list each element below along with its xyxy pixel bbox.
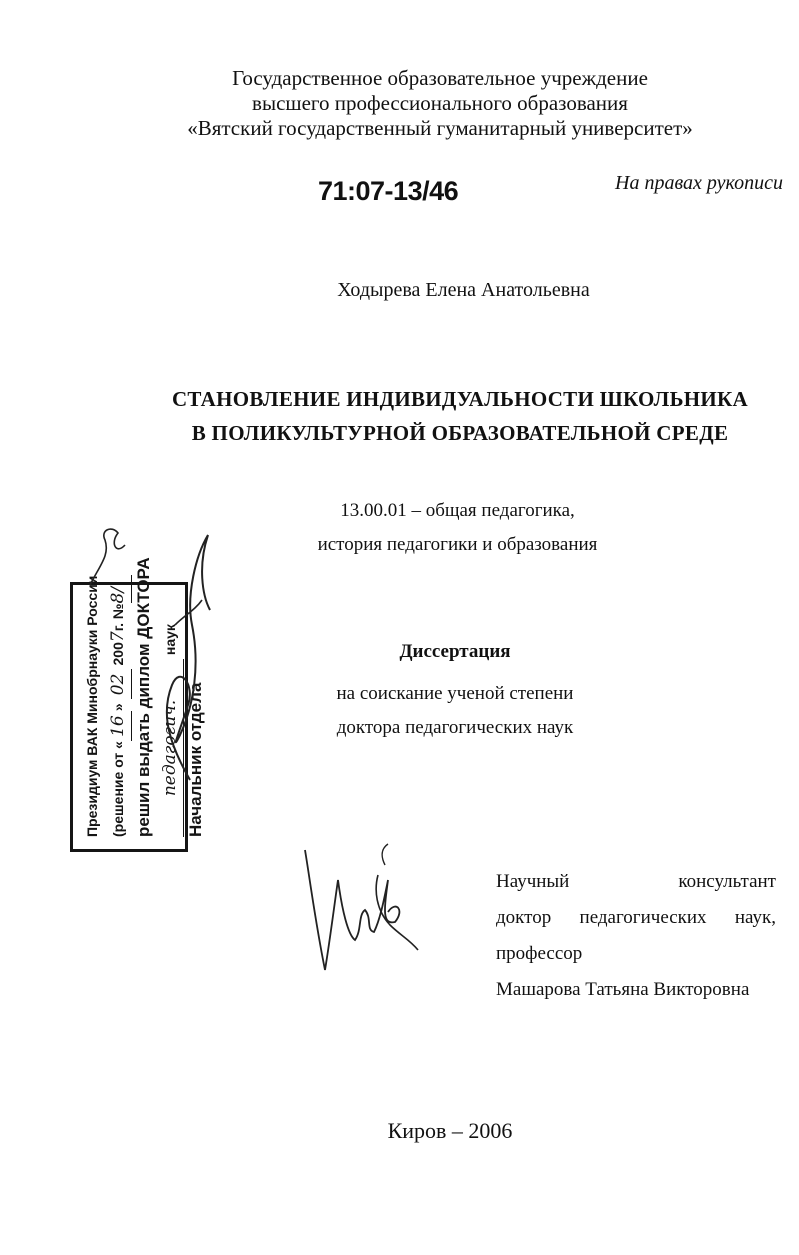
stamp-corner-scribble xyxy=(80,515,130,595)
stamp-month: 02 xyxy=(105,669,132,699)
degree-line-1: на соискание ученой степени xyxy=(336,683,574,704)
org-line-2: высшего профессионального образования xyxy=(252,91,628,115)
stamp-decision-prefix: (решение от « xyxy=(110,741,126,837)
stamp-line-1: Президиум ВАК Минобрнауки России xyxy=(84,575,100,837)
stamp-science-word: наук xyxy=(162,624,178,656)
catalog-code: 71:07-13/46 xyxy=(318,176,459,206)
consultant-label-word2: консультант xyxy=(678,871,776,892)
consultant-rank: профессор xyxy=(496,943,583,964)
consultant-degree: доктор педагогических наук, xyxy=(496,907,776,928)
stamp-number-prefix: г. № xyxy=(110,603,126,632)
stamp-decision-line xyxy=(105,586,131,837)
title-line-2: В ПОЛИКУЛЬТУРНОЙ ОБРАЗОВАТЕЛЬНОЙ СРЕДЕ xyxy=(191,421,729,445)
org-line-1: Государственное образовательное учреждение xyxy=(232,66,648,90)
consultant-label xyxy=(496,864,776,900)
specialty-line-1: 13.00.01 – общая педагогика, xyxy=(340,500,575,521)
stamp-line-3: решил выдать диплом ДОКТОРА xyxy=(134,557,153,837)
stamp-number: 8/ xyxy=(105,575,132,603)
consultant-name: Машарова Татьяна Викторовна xyxy=(496,979,750,1000)
degree-line-2: доктора педагогических наук xyxy=(336,717,574,738)
stamp-year-prefix: 200 xyxy=(110,642,126,666)
dissertation-heading: Диссертация xyxy=(399,641,511,662)
stamp-line-5: Начальник отдела xyxy=(186,682,205,837)
organization-block xyxy=(0,66,799,141)
stamp-day: 16 xyxy=(105,711,132,741)
stamp-decision-mid: » xyxy=(110,703,126,712)
specialty-line-2: история педагогики и образования xyxy=(317,534,598,555)
org-line-3: «Вятский государственный гуманитарный университет» xyxy=(187,116,693,140)
manuscript-rights-note: На правах рукописи xyxy=(615,172,783,194)
consultant-label-word1: Научный xyxy=(496,871,570,892)
consultant-signature xyxy=(300,840,430,980)
title-line-1: СТАНОВЛЕНИЕ ИНДИВИДУАЛЬНОСТИ ШКОЛЬНИКА xyxy=(171,387,749,411)
scientific-consultant xyxy=(496,864,776,1008)
city-year: Киров – 2006 xyxy=(387,1118,513,1143)
author-name: Ходырева Елена Анатольевна xyxy=(337,279,590,301)
stamp-field: педагогич. xyxy=(157,659,184,837)
stamp-year-digit: 7 xyxy=(108,631,128,643)
stamp-signature xyxy=(150,515,220,795)
dissertation-title xyxy=(0,382,799,450)
